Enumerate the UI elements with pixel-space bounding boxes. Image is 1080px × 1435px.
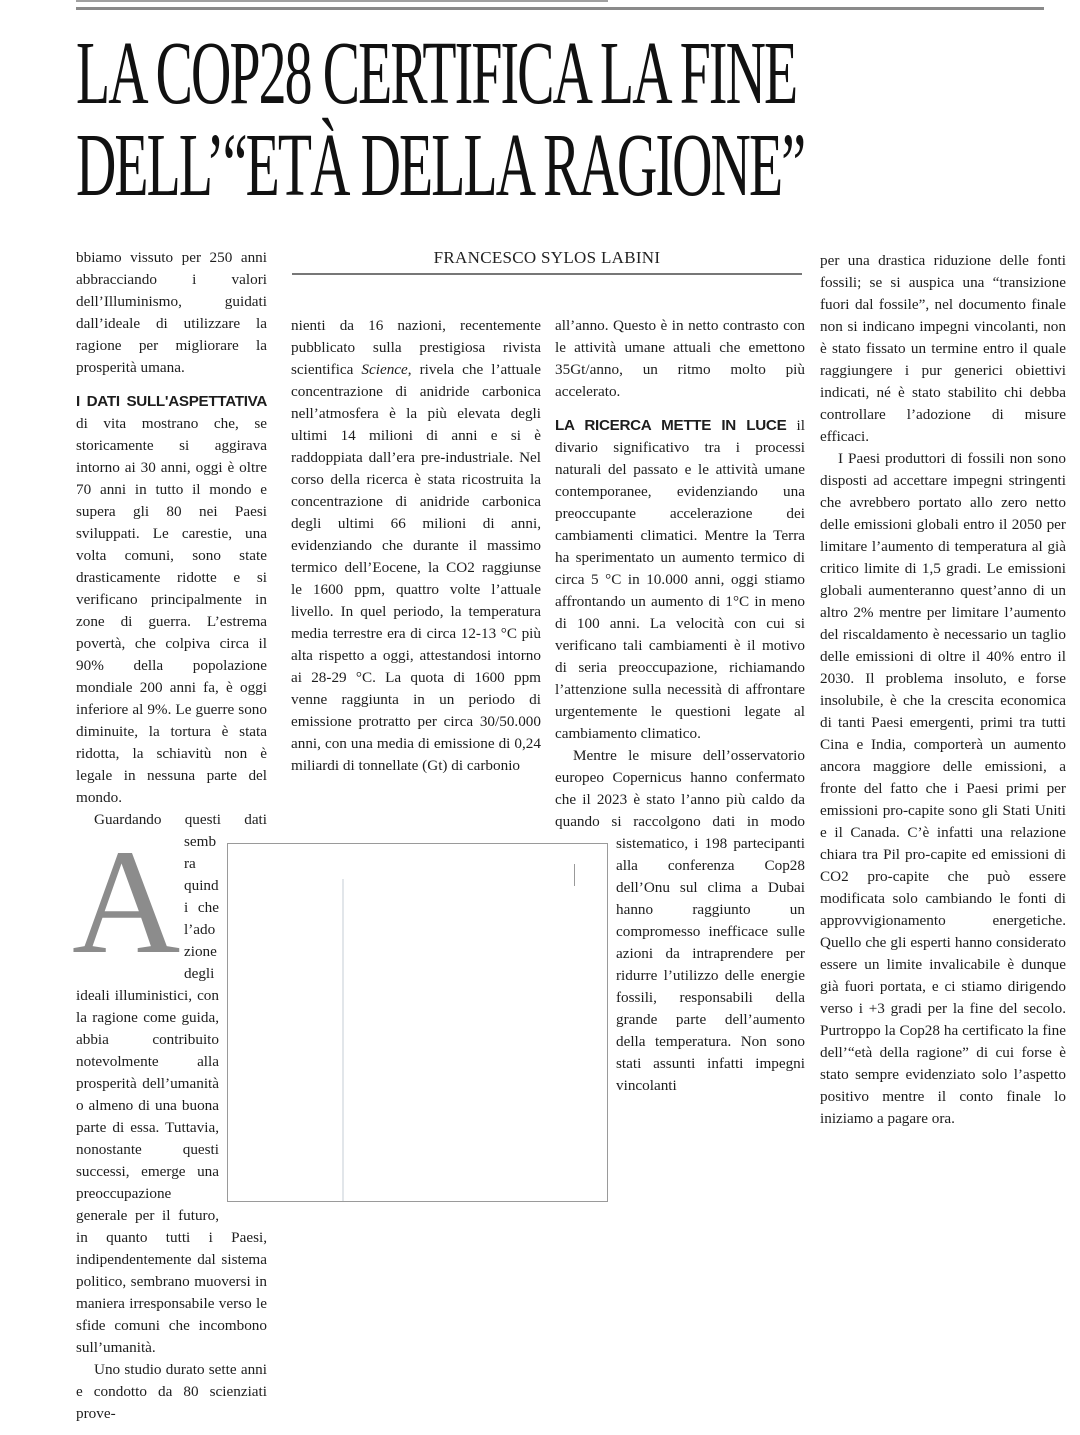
paragraph <box>820 448 1066 1130</box>
drop-cap: A <box>72 819 181 985</box>
paragraph <box>555 315 805 403</box>
paragraph <box>291 315 541 777</box>
headline-line-1: LA COP28 CERTIFICA LA FINE <box>76 24 797 123</box>
headline-line-2: DELL’“ETÀ DELLA RAGIONE” <box>76 116 805 215</box>
image-wrap-region <box>555 839 616 1208</box>
top-rule-thin <box>76 0 608 2</box>
paragraph <box>555 415 805 745</box>
headline <box>76 24 1068 215</box>
paragraph-text: Mentre le misure dell’osservatorio europeo Copernicus <box>555 747 805 786</box>
paragraph-text: Uno studio durato sette anni e condotto da 80 scienziati prove- <box>76 1361 267 1422</box>
paragraph <box>76 1359 267 1425</box>
intro-paragraph <box>76 247 267 379</box>
paragraph <box>76 391 267 809</box>
paragraph-text: di vita mostrano che, se storicamente si aggirava intorno ai 30 anni, oggi è oltre 70 anni in tutto il mondo e supera gli 80 nei Paesi sviluppati. Le carestie, una volta comuni, sono state drasticamente ridotte e si verificano principalmente in zone di guerra. L’estrema povertà, che colpiva circa il 90% della popolazione mondiale 200 anni fa, è oggi inferiore al 9%. Le guerre sono diminuite, la tortura è stata ridotta, la schiavitù non è legale in nessuna parte del mondo. <box>76 415 267 806</box>
section-lead: I DATI SULL'ASPETTATIVA <box>76 393 267 410</box>
paragraph-text: I Paesi produttori di fossili non sono disposti ad accettare impegni stringenti che avrebbero portato allo zero netto delle emissioni globali entro il 2050 per limitare l’aumento di temperatura al già critico limite di 1,5 gradi. Le emissioni globali aumenteranno quest’anno di un altro 2% mentre per limitare l’aumento del riscaldamento è necessario un taglio delle emissioni di oltre il 40% entro il 2030. Il problema insoluto, e forse insolubile, è che la crescita economica di tanti Paesi emergenti, primi tra tutti Cina e India, comporterà un aumento ancora maggiore delle emissioni, a fronte del fatto che i Paesi primi per emissioni pro-capite sono gli Stati Uniti e il Canada. C’è infatti una relazione chiara tra Pil pro-capite ed emissioni di CO2 pro-capite che può essere modificata solo cambiando le fonti di approvvigionamento energetiche. Quello che gli esperti hanno considerato essere un limite invalicabile è dunque già fuori portata, e ci stiamo dirigendo verso i +3 gradi per la fine del secolo. Purtroppo la Cop28 ha certificato la fine dell’“età della ragione” di cui forse è stato sempre evidenziato solo l’aspetto positivo mentre il conto finale lo iniziamo a pagare ora. <box>820 450 1066 1127</box>
column-3 <box>555 315 805 1208</box>
paragraph-text: nienti da 16 nazioni, recentemente pubblicato sulla prestigiosa rivista scientifica <box>291 317 541 378</box>
journal-name: Science <box>361 361 408 378</box>
paragraph-text: per una drastica riduzione delle fonti fossili; se si auspica una “transizione fuori dal fossile”, nel documento finale non si indicano impegni vincolanti, non è stato fissato un termine entro il quale raggiungere i pur generici obiettivi indicati, né è stato stabilito chi debba controllare l’adozione di misure efficaci. <box>820 252 1066 445</box>
section-lead: LA RICERCA METTE IN LUCE <box>555 417 787 434</box>
paragraph-text: come guida, abbia contribuito notevolmente alla prosperità dell’umanità o almeno di una buona parte di essa. Tuttavia, nonostante questi successi, emerge una preoccupazione generale per il futuro, in quanto tutti i Paesi, indipendentemente dal sistema politico, sembrano muoversi in maniera irresponsabile verso le sfide comuni che incombono sull’umanità. <box>76 1009 267 1356</box>
column-2 <box>291 315 541 777</box>
paragraph-text: Guardando questi dati sembra quindi che l’adozione degli ideali illuministici, con la ragione <box>76 811 267 1026</box>
paragraph-text: hanno confermato che il 2023 è stato l’anno più caldo da quando si raccolgono dati in modo sistematico, i 198 partecipanti alla conferenza Cop28 dell’Onu sul clima a Dubai hanno raggiunto un compromesso inefficace sulle azioni da intraprendere per ridurre l’utilizzo delle energie fossili, responsabili della grande parte dell’aumento della temperatura. Non sono stati assunti infatti impegni vincolanti <box>555 769 805 1094</box>
paragraph-text: il divario significativo tra i processi naturali del passato e le attività umane contemporanee, evidenziando una preoccupante accelerazione dei cambiamenti climatici. Mentre la Terra ha sperimentato un aumento termico di circa 5 °C in 10.000 anni, oggi stiamo affrontando un aumento di 1°C in meno di 100 anni. La velocità con cui si verificano tali cambiamenti è il motivo di seria preoccupazione, richiamando l’attenzione sulla necessità di affrontare urgentemente le questioni legate al cambiamento climatico. <box>555 417 805 742</box>
paragraph-text: , rivela che l’attuale concentrazione di anidride carbonica nell’atmosfera è la più elevata degli ultimi 14 milioni di anni e si è raddoppiata dall’era pre-industriale. Nel corso della ricerca è stata ricostruita la concentrazione di anidride carbonica degli ultimi 66 milioni di anni, evidenziando che durante il massimo termico dell’Eocene, la CO2 raggiunse le 1600 ppm, quattro volte l’attuale livello. In quel periodo, la temperatura media terrestre era di circa 12-13 °C più alta rispetto a oggi, attestandosi intorno ai 28-29 °C. La quota di 1600 ppm venne raggiunta in un periodo di emissione protratto per circa 30/50.000 anni, con una media di emissione di 0,24 miliardi di tonnellate (Gt) di carbonio <box>291 361 542 774</box>
image-streak <box>342 879 344 1201</box>
intro-text: bbiamo vissuto per 250 anni abbracciando i valori dell’Illuminismo, guidati dall’ideale di utilizzare la ragione per migliorare la prosperità umana. <box>76 249 267 376</box>
column-1 <box>72 247 267 1425</box>
paragraph-text: all’anno. Questo è in netto contrasto con le attività umane attuali che emettono 35Gt/anno, un ritmo molto più accelerato. <box>555 317 805 400</box>
byline: FRANCESCO SYLOS LABINI <box>292 248 802 275</box>
top-rule <box>76 7 1044 10</box>
paragraph <box>820 250 1066 448</box>
article-image <box>227 843 608 1202</box>
column-4 <box>820 250 1066 1130</box>
